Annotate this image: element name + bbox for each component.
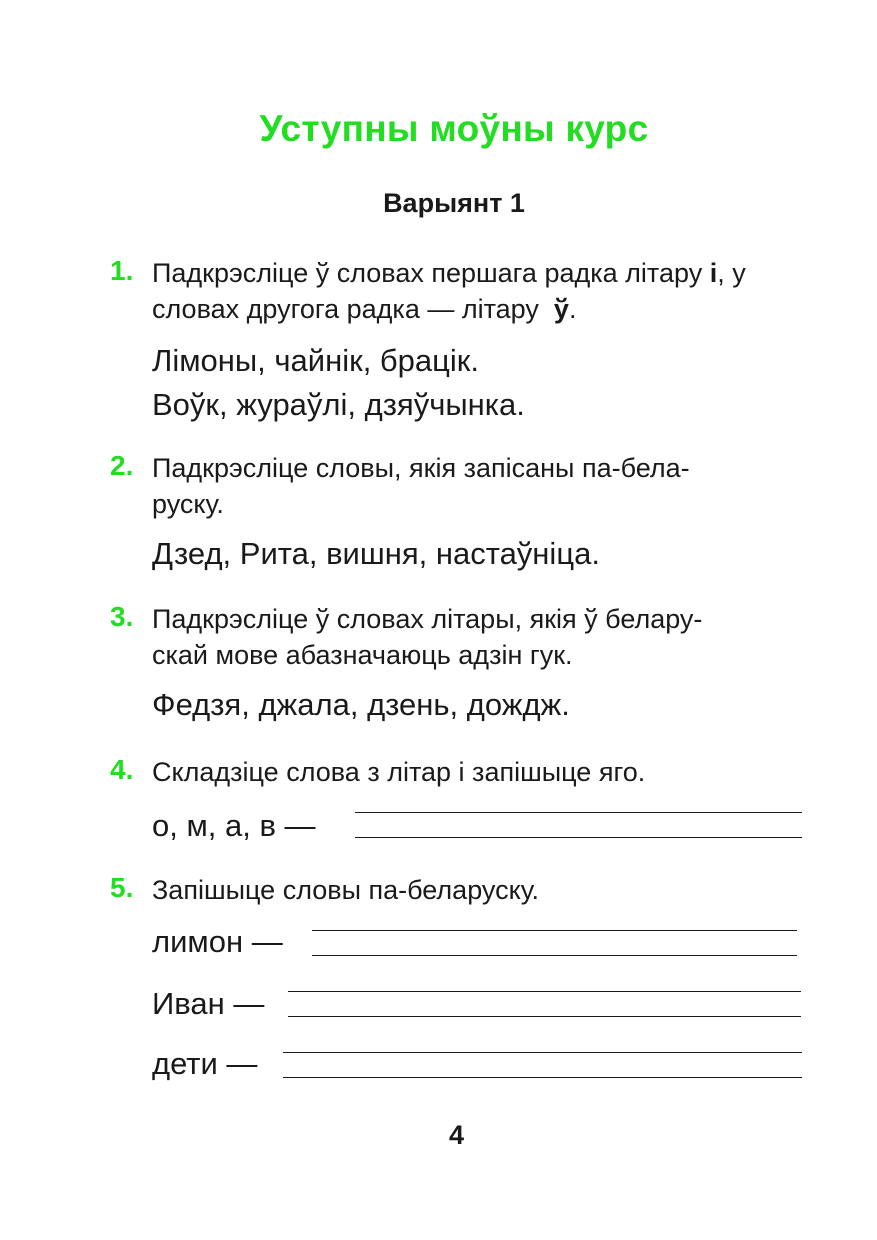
answer-field[interactable]: [312, 930, 797, 956]
word-line[interactable]: Воўк, жураўлі, дзяўчынка.: [152, 387, 525, 422]
answer-prompt: дети —: [152, 1046, 258, 1081]
task-instruction: Складзіце слова з літар і запішыце яго.: [152, 757, 646, 787]
task-3: [110, 601, 802, 731]
task-instruction: [152, 450, 802, 522]
word-line[interactable]: Лімоны, чайнік, брацік.: [152, 343, 479, 378]
task-number: 3.: [110, 601, 134, 632]
task-4: [110, 754, 802, 854]
variant-heading: Варыянт 1: [383, 188, 525, 218]
answer-prompt: о, м, а, в —: [152, 808, 316, 843]
word-line[interactable]: Дзед, Рита, вишня, настаўніца.: [152, 536, 600, 571]
instruction-text: руску.: [152, 489, 224, 519]
instruction-text: Падкрэсліце ў словах літары, якія ў белару-: [152, 604, 703, 634]
word-line[interactable]: Федзя, джала, дзень, дождж.: [152, 687, 570, 722]
task-number: 2.: [110, 450, 134, 481]
task-2: [110, 450, 802, 580]
highlight-letter: і: [709, 258, 718, 288]
task-1: [110, 255, 802, 425]
task-number: 4.: [110, 754, 134, 785]
answer-field[interactable]: [288, 991, 801, 1017]
highlight-letter: ў: [553, 294, 569, 324]
task-number: 1.: [110, 255, 134, 286]
instruction-text: скай мове абазначаюць адзін гук.: [152, 640, 573, 670]
page-title: Уступны моўны курс: [259, 108, 649, 149]
task-instruction: Запішыце словы па-беларуску.: [152, 875, 540, 905]
answer-field[interactable]: [355, 812, 802, 838]
answer-prompt: лимон —: [152, 924, 283, 959]
instruction-text: Падкрэсліце ў словах першага радка літару: [152, 258, 703, 288]
task-instruction: [152, 601, 802, 673]
task-instruction: [152, 255, 802, 327]
answer-prompt: Иван —: [152, 986, 265, 1021]
instruction-text: , у словах другога радка — літару: [152, 258, 746, 324]
instruction-text: .: [568, 294, 577, 324]
answer-field[interactable]: [283, 1052, 802, 1078]
instruction-text: Падкрэсліце словы, якія запісаны па-бела-: [152, 453, 690, 483]
page-number: 4: [448, 1120, 465, 1150]
task-number: 5.: [110, 872, 134, 903]
